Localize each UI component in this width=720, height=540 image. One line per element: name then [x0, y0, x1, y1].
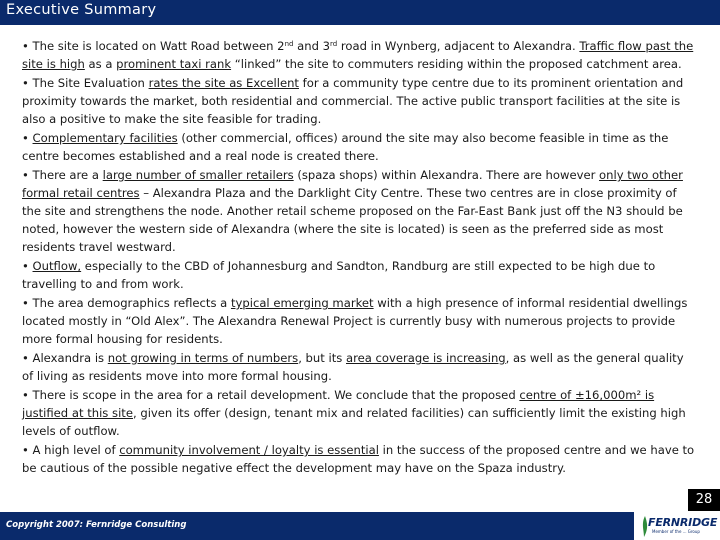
- superscript: rd: [330, 40, 338, 48]
- highlighted-phrase: typical emerging market: [230, 296, 374, 310]
- bullet-paragraph: [22, 74, 696, 128]
- highlighted-phrase: prominent taxi rank: [116, 57, 232, 71]
- highlighted-phrase: not growing in terms of numbers: [107, 351, 299, 365]
- text-run: • The Site Evaluation: [22, 76, 149, 90]
- text-run: as a: [84, 57, 117, 71]
- bullet-paragraph: [22, 349, 696, 385]
- highlighted-phrase: Traffic flow past the site is high: [22, 39, 694, 71]
- logo-wordmark: FERNRIDGE: [648, 516, 718, 529]
- page-number: 28: [688, 489, 720, 511]
- bullet-paragraph: [22, 386, 696, 440]
- text-run: •: [22, 131, 33, 145]
- footer-bar: [0, 512, 634, 540]
- bullet-paragraph: [22, 257, 696, 293]
- copyright-text: Copyright 2007: Fernridge Consulting: [6, 520, 187, 530]
- text-run: and 3: [293, 39, 331, 53]
- slide-title: Executive Summary: [6, 2, 157, 18]
- text-run: , given its offer (design, tenant mix and related facilities) can sufficiently limit the existing high levels of outflow.: [22, 406, 686, 438]
- text-run: (spaza shops) within Alexandra. There are however: [293, 168, 600, 182]
- highlighted-phrase: area coverage is increasing: [346, 351, 506, 365]
- text-run: – Alexandra Plaza and the Darklight City Centre. These two centres are in close proximity of the site and strengthens the node. Another retail scheme proposed on the Far-East Bank just off the N3 should be noted, however the western side of Alexandra (where the site is located) is seen as the preferred side as most residents travel westward.: [22, 186, 683, 254]
- bullet-paragraph: [22, 129, 696, 165]
- highlighted-phrase: Outflow,: [32, 259, 82, 273]
- text-run: for a community type centre due to its prominent orientation and proximity towards the market, both residential and commercial. The active public transport facilities at the site is also a positive to make the site feasible for trading.: [22, 76, 684, 126]
- text-run: • There is scope in the area for a retail development. We conclude that the proposed: [22, 388, 520, 402]
- highlighted-phrase: rates the site as Excellent: [148, 76, 299, 90]
- highlighted-phrase: large number of smaller retailers: [102, 168, 294, 182]
- text-run: • Alexandra is: [22, 351, 108, 365]
- text-run: road in Wynberg, adjacent to Alexandra.: [337, 39, 580, 53]
- highlighted-phrase: only two other formal retail centres: [22, 168, 683, 200]
- text-run: , as well as the general quality of living as residents move into more formal housing.: [22, 351, 684, 383]
- text-run: especially to the CBD of Johannesburg and Sandton, Randburg are still expected to be high due to travelling to and from work.: [22, 259, 656, 291]
- highlighted-phrase: Complementary facilities: [32, 131, 178, 145]
- bullet-paragraph: [22, 294, 696, 348]
- text-run: in the success of the proposed centre and we have to be cautious of the possible negative effect the development may have on the Spaza industry.: [22, 443, 695, 475]
- highlighted-phrase: community involvement / loyalty is essential: [119, 443, 379, 457]
- text-run: with a high presence of informal residential dwellings located mostly in “Old Alex”. The Alexandra Renewal Project is currently busy with numerous projects to provide more formal housing for residents.: [22, 296, 688, 346]
- bullet-paragraph: [22, 441, 696, 477]
- text-run: •: [22, 259, 33, 273]
- text-run: • The area demographics reflects a: [22, 296, 231, 310]
- text-run: “linked” the site to commuters residing within the proposed catchment area.: [231, 57, 682, 71]
- fernridge-logo: [636, 512, 720, 540]
- text-run: • There are a: [22, 168, 103, 182]
- bullet-paragraph: [22, 37, 696, 73]
- text-run: (other commercial, offices) around the site may also become feasible in time as the centre becomes established and a real node is created there.: [22, 131, 669, 163]
- bullet-paragraph: [22, 166, 696, 256]
- bullet-list: [22, 37, 696, 478]
- highlighted-phrase: centre of ±16,000m² is justified at this site: [22, 388, 655, 420]
- superscript: nd: [284, 40, 294, 48]
- title-bar: [0, 0, 720, 25]
- text-run: • A high level of: [22, 443, 120, 457]
- text-run: • The site is located on Watt Road between 2: [22, 39, 285, 53]
- logo-subtext: Member of the ... Group: [652, 529, 700, 534]
- text-run: , but its: [298, 351, 346, 365]
